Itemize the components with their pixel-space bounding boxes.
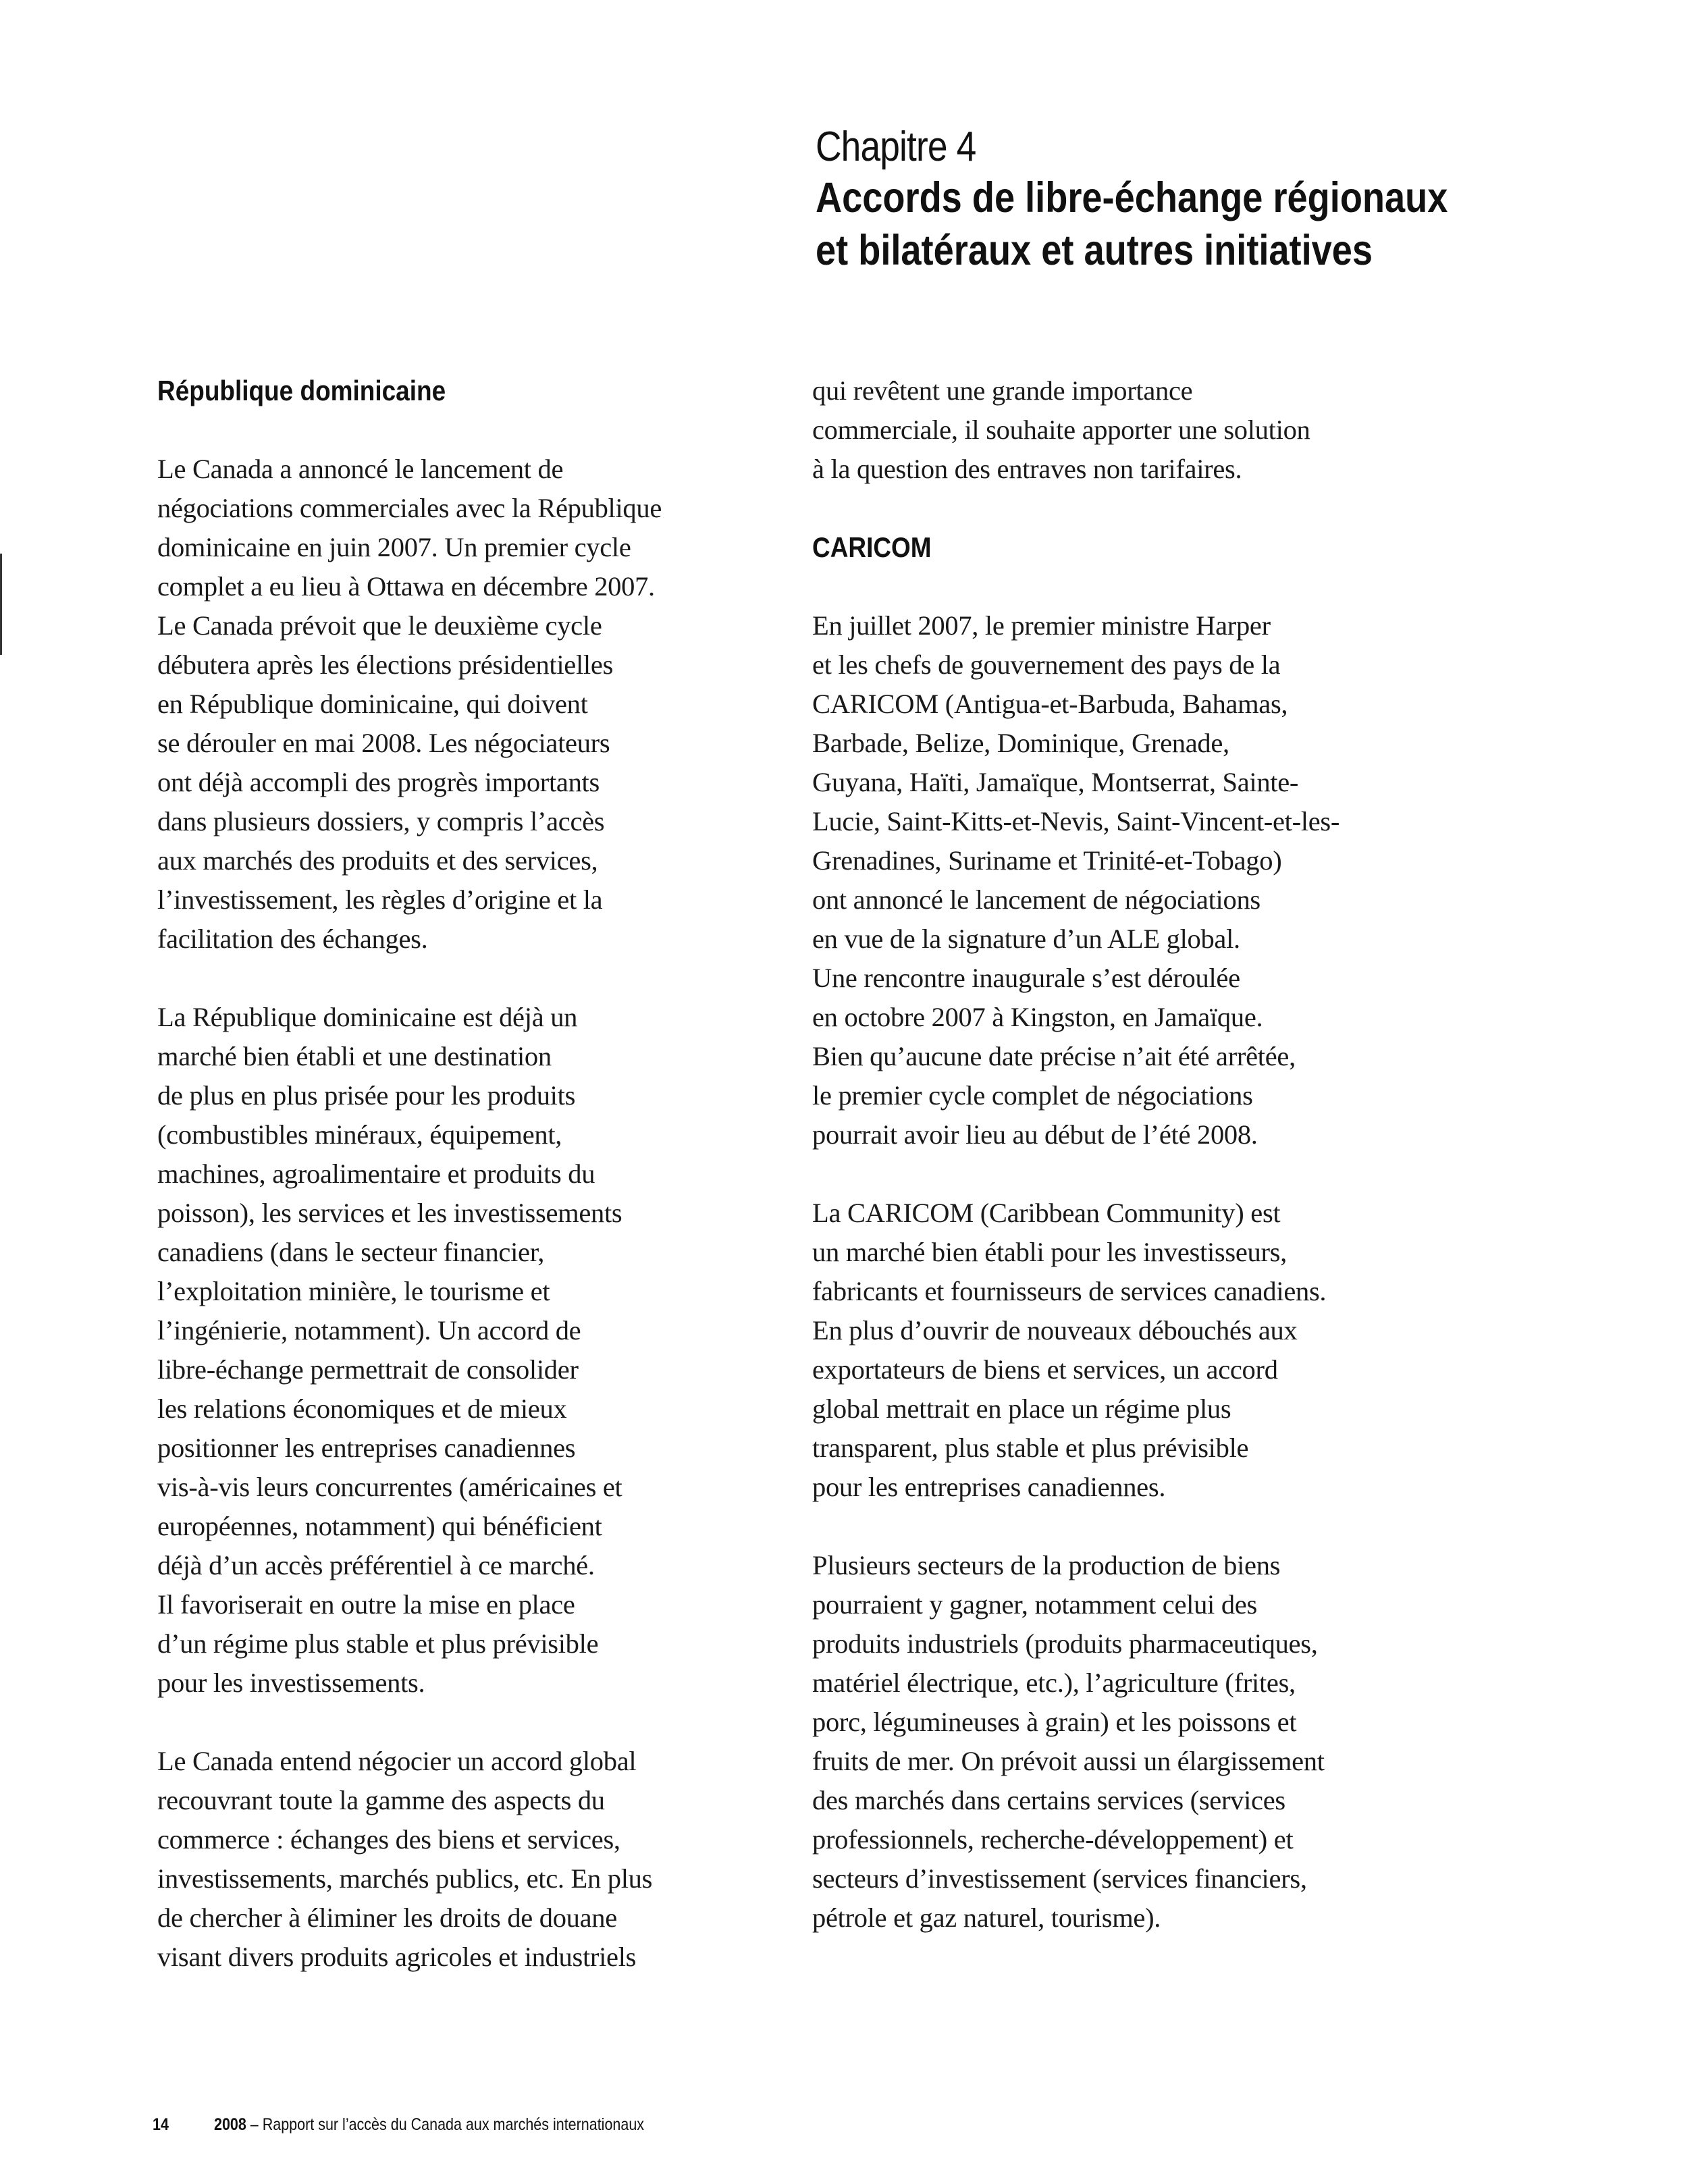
- section-heading-dominican-republic: République dominicaine: [157, 375, 446, 406]
- chapter-title: [816, 171, 1512, 277]
- paragraph: Le Canada a annoncé le lancement de négociations commerciales avec la République dominicaine en juin 2007. Un premier cycle complet a eu lieu à Ottawa en décembre 2007. Le Canada prévoit que le deuxième cycle débutera après les élections présidentielles en République dominicaine, qui doivent se dérouler en mai 2008. Les négociateurs ont déjà accompli des progrès importants dans plusieurs dossiers, y compris l’accès aux marchés des produits et des services, l’investissement, les règles d’origine et la facilitation des échanges.: [157, 454, 662, 954]
- section-heading-caricom: CARICOM: [812, 531, 932, 563]
- scan-edge-mark: [0, 554, 2, 655]
- paragraph: La CARICOM (Caribbean Community) est un marché bien établi pour les investisseurs, fabricants et fournisseurs de services canadiens. En plus d’ouvrir de nouveaux débouchés aux exportateurs de biens et services, un accord global mettrait en place un régime plus transparent, plus stable et plus prévisible pour les entreprises canadiennes.: [812, 1198, 1327, 1502]
- paragraph: En juillet 2007, le premier ministre Harper et les chefs de gouvernement des pays de la CARICOM (Antigua-et-Barbuda, Bahamas, Barbade, Belize, Dominique, Grenade, Guyana, Haïti, Jamaïque, Montserrat, Sainte- Lucie, Saint-Kitts-et-Nevis, Saint-Vincent-et-les- Grenadines, Suriname et Trinité-et-Tobago) ont annoncé le lancement de négociations en vue de la signature d’un ALE global. Une rencontre inaugurale s’est déroulée en octobre 2007 à Kingston, en Jamaïque. Bien qu’aucune date précise n’ait été arrêtée, le premier cycle complet de négociations pourrait avoir lieu au début de l’été 2008.: [812, 610, 1340, 1150]
- paragraph: La République dominicaine est déjà un marché bien établi et une destination de plus en plus prisée pour les produits (combustibles minéraux, équipement, machines, agroalimentaire et produits du poisson), les services et les investissements canadiens (dans le secteur financier, l’exploitation minière, le tourisme et l’ingénierie, notamment). Un accord de libre-échange permettrait de consolider les relations économiques et de mieux positionner les entreprises canadiennes vis-à-vis leurs concurrentes (américaines et européennes, notamment) qui bénéficient déjà d’un accès préférentiel à ce marché. Il favoriserait en outre la mise en place d’un régime plus stable et plus prévisible pour les investissements.: [157, 1002, 622, 1698]
- chapter-label: Chapitre 4: [816, 124, 976, 170]
- left-column: [157, 371, 778, 2016]
- footer-text: – Rapport sur l’accès du Canada aux marchés internationaux: [246, 2115, 645, 2134]
- chapter-title-line-2: et bilatéraux et autres initiatives: [816, 227, 1373, 274]
- footer-year: 2008: [213, 2115, 246, 2134]
- page-footer: [153, 2115, 644, 2135]
- right-column: [812, 371, 1433, 1977]
- paragraph-continuation: qui revêtent une grande importance commerciale, il souhaite apporter une solution à la question des entraves non tarifaires.: [812, 375, 1310, 484]
- chapter-header: [816, 120, 1626, 277]
- page-number: 14: [153, 2115, 169, 2134]
- paragraph: Plusieurs secteurs de la production de biens pourraient y gagner, notamment celui des produits industriels (produits pharmaceutiques, matériel électrique, etc.), l’agriculture (frites, porc, légumineuses à grain) et les poissons et fruits de mer. On prévoit aussi un élargissement des marchés dans certains services (services professionnels, recherche-développement) et secteurs d’investissement (services financiers, pétrole et gaz naturel, tourisme).: [812, 1550, 1325, 1933]
- paragraph: Le Canada entend négocier un accord global recouvrant toute la gamme des aspects du commerce : échanges des biens et services, investissements, marchés publics, etc. En plus de chercher à éliminer les droits de douane visant divers produits agricoles et industriels: [157, 1746, 653, 1972]
- chapter-title-line-1: Accords de libre-échange régionaux: [816, 174, 1448, 221]
